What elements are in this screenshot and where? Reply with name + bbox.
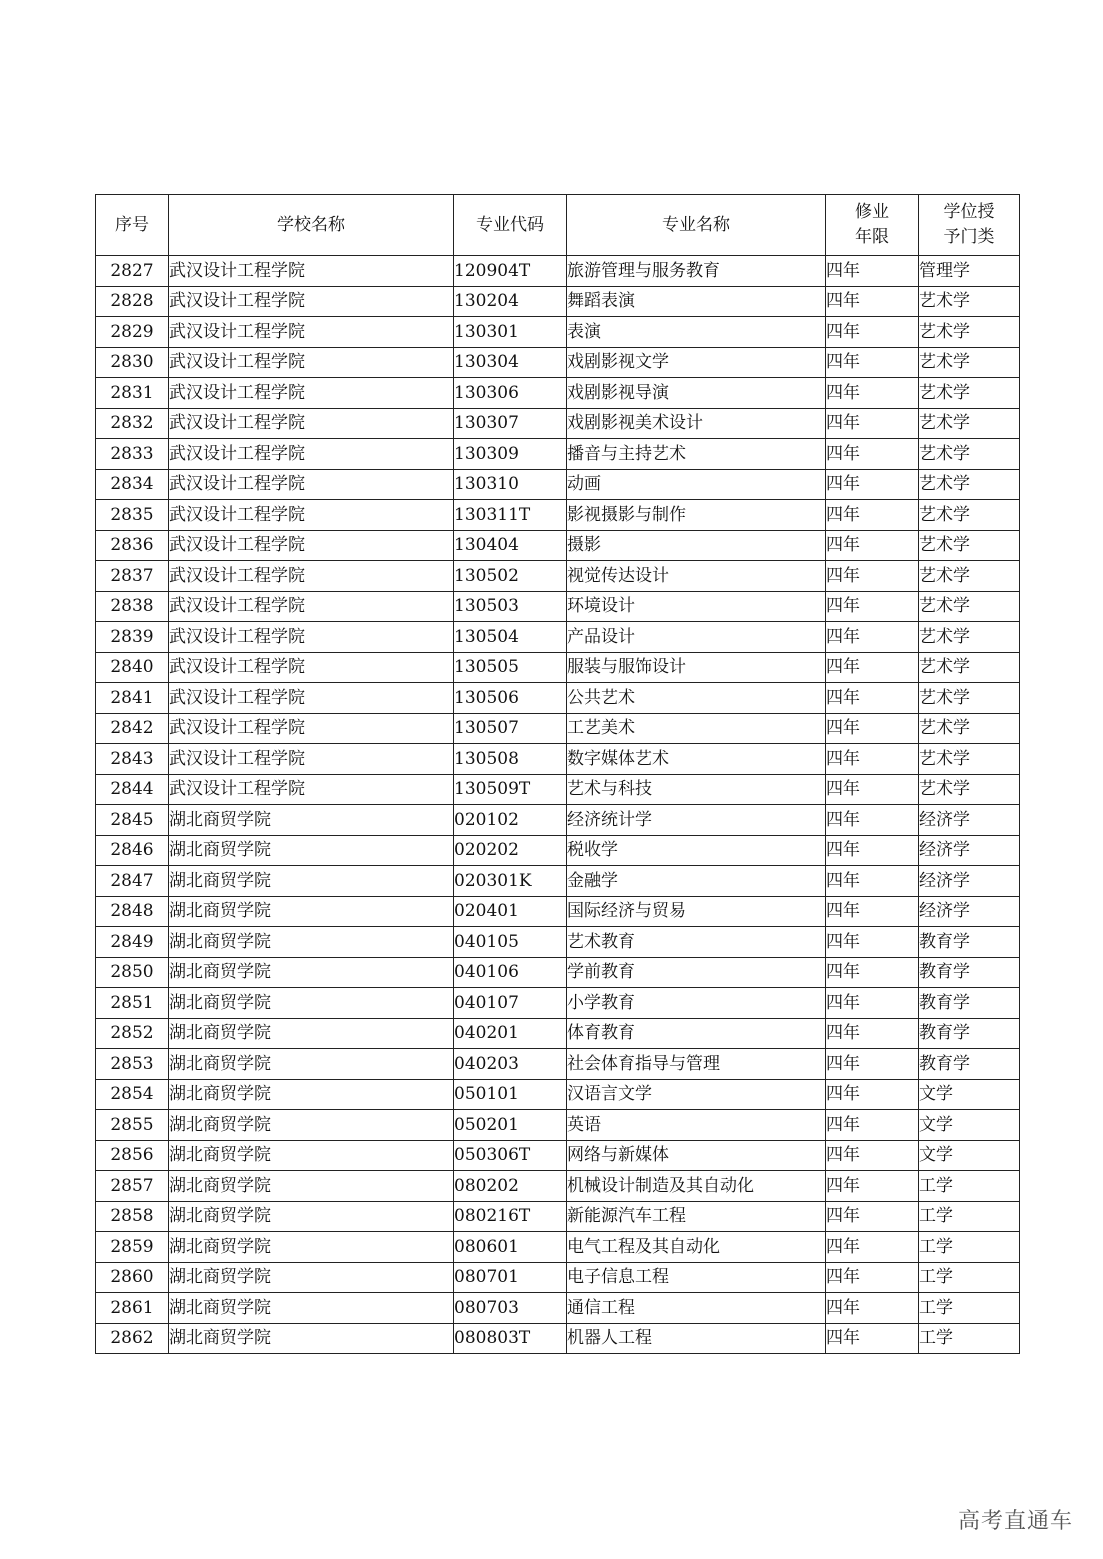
cell-seq: 2857: [96, 1171, 169, 1202]
cell-school: 武汉设计工程学院: [169, 469, 454, 500]
cell-school: 湖北商贸学院: [169, 1201, 454, 1232]
cell-years: 四年: [826, 317, 919, 348]
cell-major: 汉语言文学: [567, 1079, 826, 1110]
table-row: [96, 317, 1020, 348]
cell-seq: 2835: [96, 500, 169, 531]
cell-seq: 2845: [96, 805, 169, 836]
cell-school: 湖北商贸学院: [169, 896, 454, 927]
cell-seq: 2839: [96, 622, 169, 653]
cell-seq: 2853: [96, 1049, 169, 1080]
cell-degree: 工学: [919, 1262, 1020, 1293]
table-row: [96, 347, 1020, 378]
cell-seq: 2855: [96, 1110, 169, 1141]
cell-school: 湖北商贸学院: [169, 1262, 454, 1293]
cell-years: 四年: [826, 1140, 919, 1171]
cell-school: 湖北商贸学院: [169, 1171, 454, 1202]
cell-code: 040107: [454, 988, 567, 1019]
cell-code: 080601: [454, 1232, 567, 1263]
cell-major: 金融学: [567, 866, 826, 897]
table-row: [96, 1201, 1020, 1232]
cell-major: 体育教育: [567, 1018, 826, 1049]
table-row: [96, 1232, 1020, 1263]
cell-years: 四年: [826, 256, 919, 287]
cell-seq: 2837: [96, 561, 169, 592]
cell-major: 网络与新媒体: [567, 1140, 826, 1171]
cell-degree: 艺术学: [919, 713, 1020, 744]
table-row: [96, 561, 1020, 592]
cell-years: 四年: [826, 713, 919, 744]
cell-school: 湖北商贸学院: [169, 866, 454, 897]
cell-seq: 2843: [96, 744, 169, 775]
cell-school: 武汉设计工程学院: [169, 347, 454, 378]
cell-degree: 教育学: [919, 1018, 1020, 1049]
cell-major: 社会体育指导与管理: [567, 1049, 826, 1080]
cell-major: 机械设计制造及其自动化: [567, 1171, 826, 1202]
cell-degree: 艺术学: [919, 591, 1020, 622]
cell-years: 四年: [826, 988, 919, 1019]
cell-major: 通信工程: [567, 1293, 826, 1324]
cell-degree: 艺术学: [919, 317, 1020, 348]
cell-years: 四年: [826, 1110, 919, 1141]
majors-table: [95, 194, 1020, 1354]
table-row: [96, 805, 1020, 836]
table-row: [96, 1079, 1020, 1110]
cell-major: 戏剧影视文学: [567, 347, 826, 378]
cell-major: 服装与服饰设计: [567, 652, 826, 683]
cell-years: 四年: [826, 1171, 919, 1202]
cell-school: 武汉设计工程学院: [169, 652, 454, 683]
cell-seq: 2849: [96, 927, 169, 958]
cell-school: 武汉设计工程学院: [169, 286, 454, 317]
cell-code: 020102: [454, 805, 567, 836]
cell-degree: 艺术学: [919, 439, 1020, 470]
cell-seq: 2858: [96, 1201, 169, 1232]
cell-years: 四年: [826, 1079, 919, 1110]
cell-seq: 2830: [96, 347, 169, 378]
cell-school: 湖北商贸学院: [169, 805, 454, 836]
cell-major: 动画: [567, 469, 826, 500]
cell-degree: 艺术学: [919, 652, 1020, 683]
cell-years: 四年: [826, 805, 919, 836]
table-row: [96, 774, 1020, 805]
table-row: [96, 988, 1020, 1019]
cell-code: 130204: [454, 286, 567, 317]
table-row: [96, 896, 1020, 927]
cell-code: 050201: [454, 1110, 567, 1141]
cell-school: 武汉设计工程学院: [169, 591, 454, 622]
cell-major: 税收学: [567, 835, 826, 866]
table-row: [96, 744, 1020, 775]
cell-seq: 2833: [96, 439, 169, 470]
cell-code: 080803T: [454, 1323, 567, 1354]
table-row: [96, 256, 1020, 287]
cell-school: 湖北商贸学院: [169, 1323, 454, 1354]
table-row: [96, 1293, 1020, 1324]
cell-seq: 2844: [96, 774, 169, 805]
cell-years: 四年: [826, 1201, 919, 1232]
cell-code: 120904T: [454, 256, 567, 287]
cell-degree: 艺术学: [919, 286, 1020, 317]
cell-degree: 艺术学: [919, 378, 1020, 409]
table-header: [96, 195, 1020, 256]
cell-school: 武汉设计工程学院: [169, 439, 454, 470]
cell-major: 国际经济与贸易: [567, 896, 826, 927]
cell-years: 四年: [826, 835, 919, 866]
cell-code: 130301: [454, 317, 567, 348]
cell-degree: 经济学: [919, 896, 1020, 927]
cell-years: 四年: [826, 591, 919, 622]
cell-code: 020301K: [454, 866, 567, 897]
table-row: [96, 683, 1020, 714]
cell-school: 武汉设计工程学院: [169, 500, 454, 531]
cell-seq: 2842: [96, 713, 169, 744]
cell-major: 英语: [567, 1110, 826, 1141]
cell-degree: 管理学: [919, 256, 1020, 287]
cell-school: 湖北商贸学院: [169, 1079, 454, 1110]
header-row: [96, 195, 1020, 256]
cell-years: 四年: [826, 622, 919, 653]
cell-degree: 经济学: [919, 805, 1020, 836]
cell-degree: 工学: [919, 1232, 1020, 1263]
table-row: [96, 957, 1020, 988]
cell-seq: 2832: [96, 408, 169, 439]
cell-code: 130404: [454, 530, 567, 561]
cell-major: 经济统计学: [567, 805, 826, 836]
cell-seq: 2847: [96, 866, 169, 897]
cell-seq: 2860: [96, 1262, 169, 1293]
cell-code: 130304: [454, 347, 567, 378]
table-row: [96, 1018, 1020, 1049]
cell-school: 湖北商贸学院: [169, 988, 454, 1019]
cell-code: 130505: [454, 652, 567, 683]
table-row: [96, 500, 1020, 531]
cell-major: 工艺美术: [567, 713, 826, 744]
cell-major: 小学教育: [567, 988, 826, 1019]
cell-seq: 2838: [96, 591, 169, 622]
cell-years: 四年: [826, 1018, 919, 1049]
cell-major: 艺术与科技: [567, 774, 826, 805]
cell-seq: 2848: [96, 896, 169, 927]
cell-code: 080216T: [454, 1201, 567, 1232]
cell-degree: 工学: [919, 1201, 1020, 1232]
header-school: 学校名称: [169, 195, 454, 256]
cell-school: 武汉设计工程学院: [169, 744, 454, 775]
cell-years: 四年: [826, 500, 919, 531]
cell-degree: 工学: [919, 1323, 1020, 1354]
header-years-line1: 修业: [855, 202, 889, 222]
cell-school: 湖北商贸学院: [169, 927, 454, 958]
watermark-text: 高考直通车: [957, 1509, 1073, 1534]
cell-major: 旅游管理与服务教育: [567, 256, 826, 287]
cell-seq: 2827: [96, 256, 169, 287]
cell-years: 四年: [826, 1293, 919, 1324]
cell-degree: 艺术学: [919, 500, 1020, 531]
table-row: [96, 1171, 1020, 1202]
cell-degree: 艺术学: [919, 408, 1020, 439]
cell-major: 新能源汽车工程: [567, 1201, 826, 1232]
cell-degree: 教育学: [919, 1049, 1020, 1080]
cell-degree: 艺术学: [919, 622, 1020, 653]
cell-major: 数字媒体艺术: [567, 744, 826, 775]
table-row: [96, 286, 1020, 317]
cell-code: 130506: [454, 683, 567, 714]
table-row: [96, 1049, 1020, 1080]
cell-degree: 教育学: [919, 957, 1020, 988]
cell-seq: 2856: [96, 1140, 169, 1171]
cell-school: 武汉设计工程学院: [169, 561, 454, 592]
cell-school: 湖北商贸学院: [169, 1049, 454, 1080]
cell-seq: 2836: [96, 530, 169, 561]
cell-major: 学前教育: [567, 957, 826, 988]
cell-code: 130508: [454, 744, 567, 775]
cell-code: 080703: [454, 1293, 567, 1324]
cell-seq: 2851: [96, 988, 169, 1019]
cell-seq: 2850: [96, 957, 169, 988]
header-code: 专业代码: [454, 195, 567, 256]
cell-years: 四年: [826, 896, 919, 927]
cell-degree: 艺术学: [919, 561, 1020, 592]
cell-school: 武汉设计工程学院: [169, 683, 454, 714]
cell-code: 040106: [454, 957, 567, 988]
cell-seq: 2852: [96, 1018, 169, 1049]
cell-code: 080202: [454, 1171, 567, 1202]
cell-degree: 艺术学: [919, 744, 1020, 775]
cell-years: 四年: [826, 378, 919, 409]
cell-major: 机器人工程: [567, 1323, 826, 1354]
cell-major: 产品设计: [567, 622, 826, 653]
cell-school: 湖北商贸学院: [169, 835, 454, 866]
cell-school: 武汉设计工程学院: [169, 256, 454, 287]
cell-code: 130309: [454, 439, 567, 470]
cell-degree: 文学: [919, 1140, 1020, 1171]
cell-major: 播音与主持艺术: [567, 439, 826, 470]
cell-code: 130503: [454, 591, 567, 622]
cell-major: 艺术教育: [567, 927, 826, 958]
header-major: 专业名称: [567, 195, 826, 256]
cell-degree: 文学: [919, 1110, 1020, 1141]
cell-school: 湖北商贸学院: [169, 1293, 454, 1324]
header-years: [826, 195, 919, 256]
table-row: [96, 622, 1020, 653]
cell-major: 影视摄影与制作: [567, 500, 826, 531]
cell-seq: 2854: [96, 1079, 169, 1110]
cell-code: 080701: [454, 1262, 567, 1293]
cell-code: 130507: [454, 713, 567, 744]
cell-major: 戏剧影视导演: [567, 378, 826, 409]
cell-years: 四年: [826, 1232, 919, 1263]
cell-seq: 2862: [96, 1323, 169, 1354]
cell-seq: 2829: [96, 317, 169, 348]
table-row: [96, 1140, 1020, 1171]
cell-code: 130310: [454, 469, 567, 500]
cell-years: 四年: [826, 652, 919, 683]
header-degree-line1: 学位授: [943, 202, 995, 222]
cell-seq: 2840: [96, 652, 169, 683]
cell-major: 戏剧影视美术设计: [567, 408, 826, 439]
cell-code: 130307: [454, 408, 567, 439]
cell-major: 环境设计: [567, 591, 826, 622]
cell-degree: 艺术学: [919, 347, 1020, 378]
cell-years: 四年: [826, 469, 919, 500]
cell-seq: 2834: [96, 469, 169, 500]
cell-degree: 经济学: [919, 866, 1020, 897]
cell-code: 050101: [454, 1079, 567, 1110]
cell-years: 四年: [826, 957, 919, 988]
cell-years: 四年: [826, 286, 919, 317]
cell-code: 130509T: [454, 774, 567, 805]
table-row: [96, 408, 1020, 439]
table-row: [96, 652, 1020, 683]
cell-degree: 经济学: [919, 835, 1020, 866]
cell-years: 四年: [826, 1049, 919, 1080]
cell-code: 050306T: [454, 1140, 567, 1171]
cell-degree: 教育学: [919, 988, 1020, 1019]
header-years-line2: 年限: [855, 227, 889, 247]
cell-seq: 2841: [96, 683, 169, 714]
header-seq: 序号: [96, 195, 169, 256]
cell-code: 040105: [454, 927, 567, 958]
cell-years: 四年: [826, 683, 919, 714]
table-row: [96, 469, 1020, 500]
table-row: [96, 439, 1020, 470]
cell-code: 130504: [454, 622, 567, 653]
table-row: [96, 866, 1020, 897]
cell-years: 四年: [826, 774, 919, 805]
cell-years: 四年: [826, 347, 919, 378]
cell-years: 四年: [826, 561, 919, 592]
cell-years: 四年: [826, 866, 919, 897]
cell-school: 武汉设计工程学院: [169, 622, 454, 653]
cell-years: 四年: [826, 530, 919, 561]
cell-years: 四年: [826, 744, 919, 775]
cell-code: 130502: [454, 561, 567, 592]
cell-major: 公共艺术: [567, 683, 826, 714]
cell-seq: 2846: [96, 835, 169, 866]
cell-school: 武汉设计工程学院: [169, 317, 454, 348]
cell-school: 湖北商贸学院: [169, 957, 454, 988]
cell-years: 四年: [826, 927, 919, 958]
cell-degree: 文学: [919, 1079, 1020, 1110]
header-degree: [919, 195, 1020, 256]
table-row: [96, 530, 1020, 561]
cell-code: 020401: [454, 896, 567, 927]
cell-code: 040203: [454, 1049, 567, 1080]
cell-school: 湖北商贸学院: [169, 1140, 454, 1171]
cell-school: 武汉设计工程学院: [169, 774, 454, 805]
cell-major: 电子信息工程: [567, 1262, 826, 1293]
cell-degree: 工学: [919, 1293, 1020, 1324]
cell-major: 摄影: [567, 530, 826, 561]
cell-degree: 艺术学: [919, 774, 1020, 805]
cell-years: 四年: [826, 1323, 919, 1354]
cell-school: 湖北商贸学院: [169, 1232, 454, 1263]
cell-school: 湖北商贸学院: [169, 1110, 454, 1141]
cell-code: 020202: [454, 835, 567, 866]
header-degree-line2: 予门类: [943, 227, 995, 247]
cell-seq: 2859: [96, 1232, 169, 1263]
cell-years: 四年: [826, 1262, 919, 1293]
table-row: [96, 835, 1020, 866]
cell-seq: 2828: [96, 286, 169, 317]
cell-school: 武汉设计工程学院: [169, 378, 454, 409]
table-row: [96, 927, 1020, 958]
cell-years: 四年: [826, 439, 919, 470]
table-body: [96, 256, 1020, 1354]
cell-degree: 教育学: [919, 927, 1020, 958]
cell-degree: 艺术学: [919, 683, 1020, 714]
cell-major: 舞蹈表演: [567, 286, 826, 317]
table-row: [96, 1323, 1020, 1354]
cell-code: 130306: [454, 378, 567, 409]
cell-years: 四年: [826, 408, 919, 439]
cell-degree: 工学: [919, 1171, 1020, 1202]
cell-degree: 艺术学: [919, 530, 1020, 561]
cell-degree: 艺术学: [919, 469, 1020, 500]
cell-seq: 2861: [96, 1293, 169, 1324]
cell-code: 040201: [454, 1018, 567, 1049]
cell-code: 130311T: [454, 500, 567, 531]
cell-school: 武汉设计工程学院: [169, 713, 454, 744]
cell-major: 视觉传达设计: [567, 561, 826, 592]
cell-school: 武汉设计工程学院: [169, 408, 454, 439]
table-row: [96, 713, 1020, 744]
cell-seq: 2831: [96, 378, 169, 409]
cell-major: 电气工程及其自动化: [567, 1232, 826, 1263]
table-row: [96, 378, 1020, 409]
table-row: [96, 591, 1020, 622]
table-row: [96, 1110, 1020, 1141]
cell-school: 湖北商贸学院: [169, 1018, 454, 1049]
cell-school: 武汉设计工程学院: [169, 530, 454, 561]
cell-major: 表演: [567, 317, 826, 348]
table-row: [96, 1262, 1020, 1293]
